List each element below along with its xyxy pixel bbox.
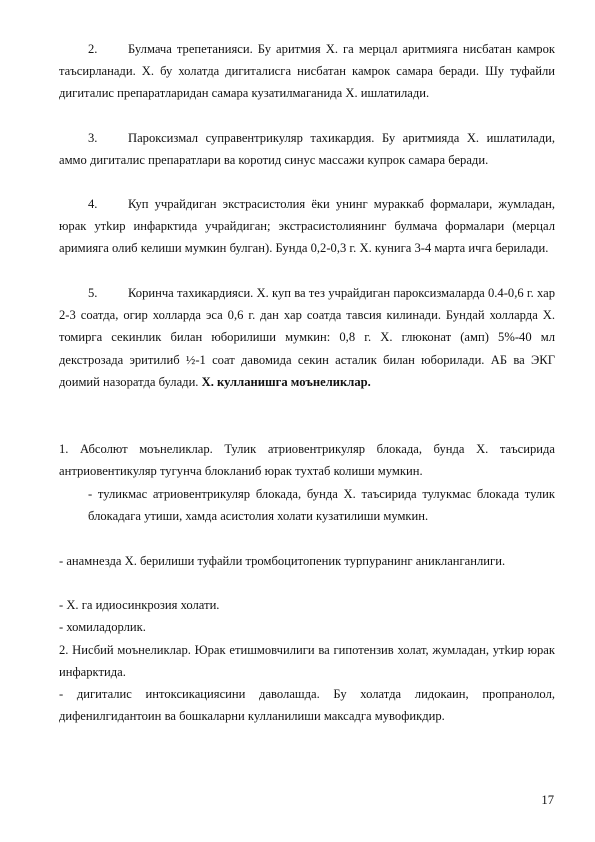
paragraph-absolute-contraindications [59,438,555,482]
list-item-idiosyncrasy [59,594,555,616]
paragraph-paroxysmal-tachycardia [59,127,555,171]
paragraph-text: - X. га идиосинкрозия холати. [59,598,220,612]
item-number: 5. [88,286,98,300]
paragraph-text: 1. Абсолют моънеликлар. Тулик атриовентрикуляр блокада, бунда X. таъсирида антриовентикуляр тугунча блоклaниб юрак тухтаб колиши мумкин. [59,442,555,479]
list-item-thrombocytopenic-purpura [59,550,555,572]
list-item-incomplete-block [88,483,555,527]
paragraph-text: - хомиладорлик. [59,620,146,634]
paragraph-atrial-flutter [59,38,555,105]
paragraph-text: Пароксизмал суправентрикуляр тахикардия. Бу аритмияда X. ишлатилади, аммо дигиталис препаратлари ва коротид синус массажи купрок самара беради. [59,131,555,168]
list-item-digitalis-intoxication [59,683,555,727]
paragraph-text: Булмача трепетанияси. Бу аритмия X. га мерцал аритмияга нисбатан камрок таъсирланади. X. бу холатда дигиталисга нисбатан камрок самара беради. Шу туфайли дигиталис препаратларидан самара кузатилмаганида X. ишлатилади. [59,42,555,101]
paragraph-text: Коринча тахикардияси. X. куп ва тез учрайдиган пароксизмаларда 0.4-0,6 г. хар 2-3 соатда, огир холларда эса 0,6 г. дан хар соатда тавсия килинади. Бундай холларда X. томирга секинлик билан юборилиши мумкин: 0,8 г. X. глюконат (амп) 5%-40 мл декстрозада эритилиб ½-1 соат давомида секин асталик билан юборилади. АБ ва ЭКГ доимий назоратда булади. [59,286,555,389]
section-heading-contraindications: X. кулланишга моънеликлар. [201,374,371,389]
paragraph-text: 2. Нисбий моънеликлар. Юрак етишмовчилиги ва гипотензив холат, жумладан, утkир юрак инфарктида. [59,643,555,680]
paragraph-text: - дигиталис интоксикациясини даволашда. Бу холатда лидокаин, пропранолол, дифенилгидантоин ва бошкаларни кулланилиши максадга мувофикдир. [59,687,555,724]
item-number: 3. [88,131,98,145]
item-number: 2. [88,42,98,56]
paragraph-extrasystole [59,193,555,260]
paragraph-ventricular-tachycardia [59,282,555,393]
paragraph-text: - анамнезда X. берилиши туфайли тромбоцитопеник турпуранинг аникланганлиги. [59,554,506,568]
paragraph-relative-contraindications [59,639,555,683]
list-item-pregnancy [59,616,555,638]
paragraph-text: Куп учрайдиган экстрасистолия ёки унинг мураккаб формалари, жумладан, юрак утkир инфарктида учрайдиган; экстрасистолиянинг булмача формалари (мерцал аримияга олиб келиши мумкин булган). Бунда 0,2-0,3 г. X. кунига 3-4 марта ичга берилади. [59,197,555,256]
item-number: 4. [88,197,98,211]
page-number: 17 [541,793,554,807]
paragraph-text: - туликмас атриовентрикуляр блокада, бунда X. таъсирида тулукмас блокада тулик блокадага утиши, хамда асистолия холати кузатилиши мумкин. [88,487,555,524]
